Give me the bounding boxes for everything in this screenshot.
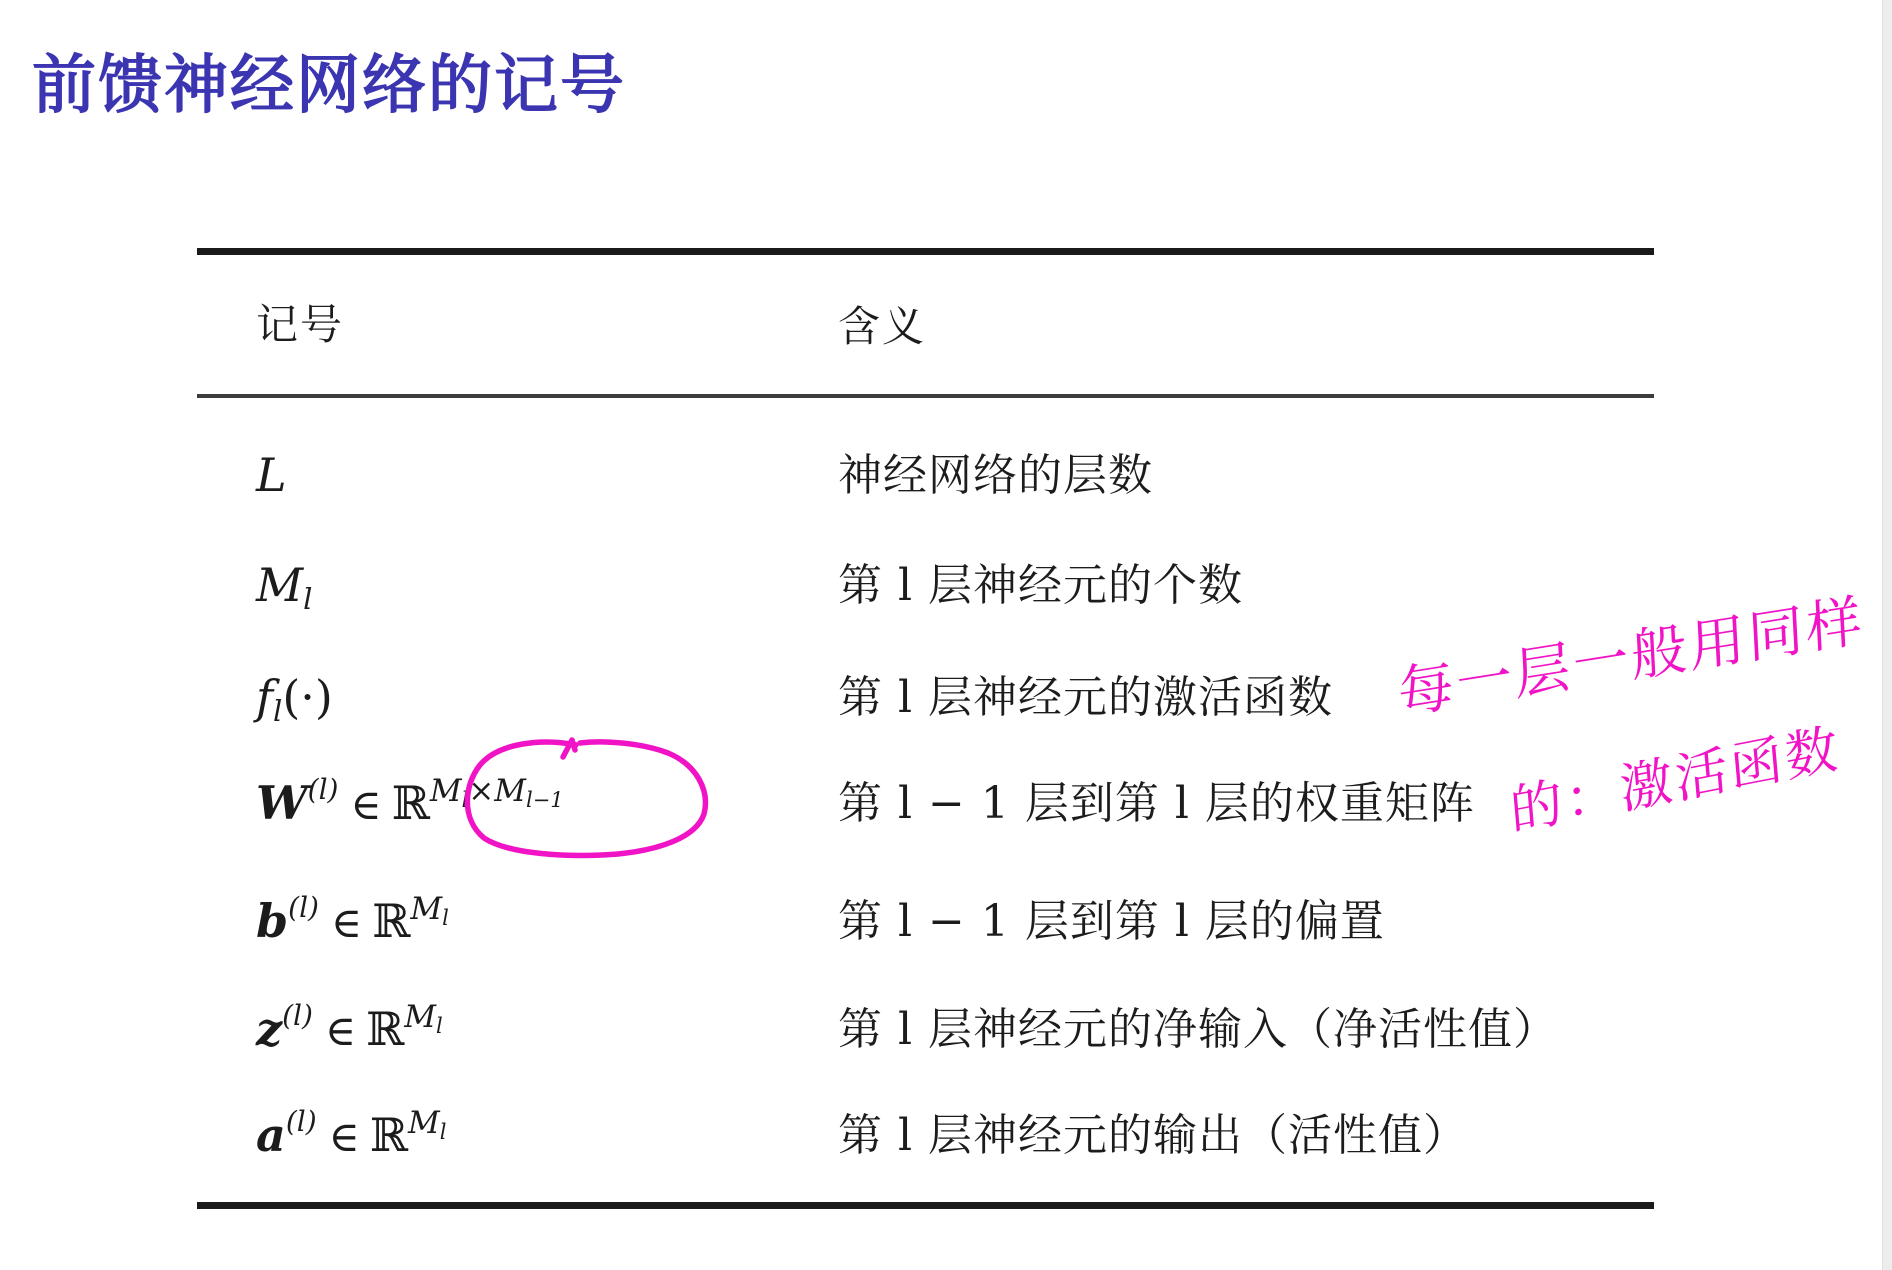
table-row: [0, 450, 1892, 510]
column-header-symbol: 记号: [256, 300, 345, 349]
meaning-cell: 第 l − 1 层到第 l 层的权重矩阵: [838, 778, 1475, 829]
symbol-cell: $W^{(l)}$ ∈ ℝ$^{M_l\times M_{l-1}}$: [256, 773, 564, 830]
column-header-meaning: 含义: [838, 302, 927, 351]
right-edge-strip: [1882, 0, 1892, 1270]
symbol-cell: $b^{(l)}$ ∈ ℝ$^{M_l}$: [256, 891, 449, 948]
handwritten-annotation-line1: 每一层一般用同样: [1396, 588, 1867, 726]
meaning-cell: 第 l 层神经元的净输入（净活性值）: [838, 1004, 1559, 1055]
meaning-cell: 第 l 层神经元的激活函数: [838, 672, 1334, 723]
table-row: [0, 560, 1892, 620]
meaning-cell: 第 l 层神经元的输出（活性值）: [838, 1110, 1469, 1161]
table-rule-header-divider: [197, 394, 1654, 398]
table-row: [0, 999, 1892, 1064]
highlight-circle: [446, 731, 722, 867]
table-rule-bottom: [197, 1202, 1654, 1209]
symbol-cell: $a^{(l)}$ ∈ ℝ$^{M_l}$: [256, 1105, 447, 1162]
table-row: [0, 891, 1892, 956]
page-title: 前馈神经网络的记号: [32, 49, 626, 121]
symbol-cell: $M_l$: [256, 558, 313, 616]
matrix-dimension-superscript: Ml×Ml−1: [429, 773, 564, 812]
table-row: [0, 1105, 1892, 1170]
highlight-circle-stroke: [467, 742, 705, 856]
meaning-cell: 第 l 层神经元的个数: [838, 560, 1244, 611]
symbol-cell: $f_l(\cdot)$: [256, 670, 333, 728]
symbol-cell: L: [256, 448, 287, 502]
meaning-cell: 神经网络的层数: [838, 450, 1153, 501]
table-rule-top: [197, 248, 1654, 255]
table-header-row: [0, 302, 1892, 362]
symbol-cell: $z^{(l)}$ ∈ ℝ$^{M_l}$: [256, 999, 443, 1056]
handwritten-annotation-line2: 的：激活函数: [1507, 718, 1843, 843]
meaning-cell: 第 l − 1 层到第 l 层的偏置: [838, 896, 1385, 947]
